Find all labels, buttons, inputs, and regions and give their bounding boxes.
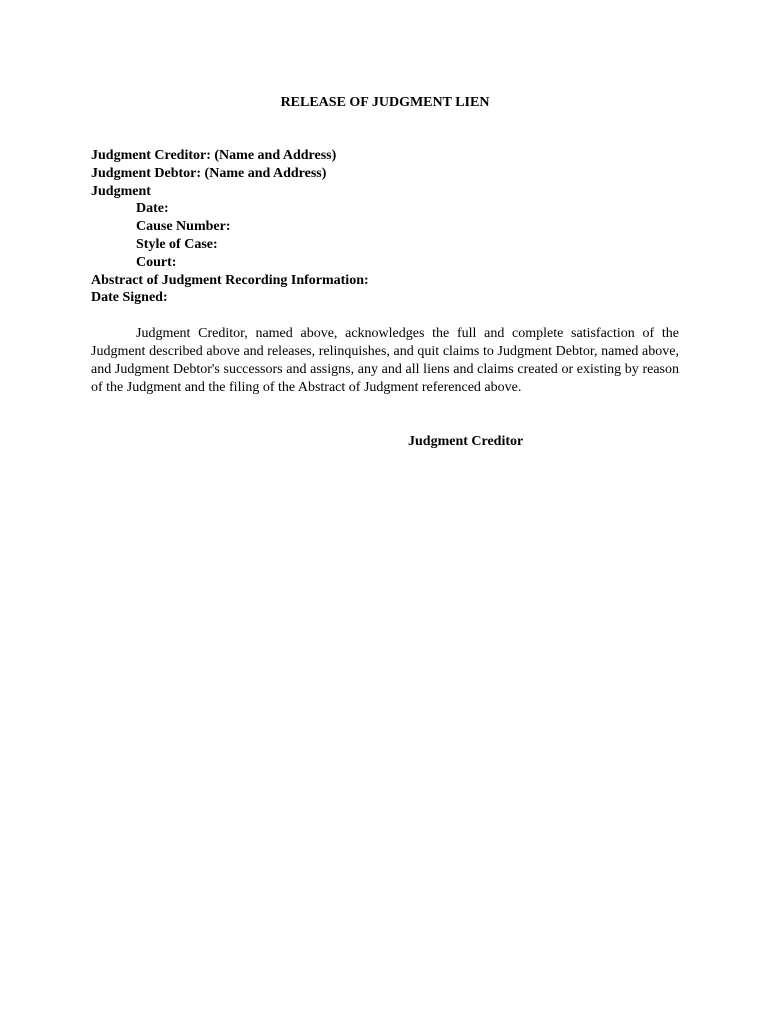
court-label: Court: — [136, 254, 177, 270]
date-signed-label: Date Signed: — [91, 290, 168, 306]
signature-label: Judgment Creditor — [408, 434, 524, 449]
judgment-debtor-label: Judgment Debtor: (Name and Address) — [91, 165, 327, 181]
judgment-heading: Judgment — [91, 183, 151, 199]
abstract-recording-label: Abstract of Judgment Recording Information: — [91, 272, 369, 288]
judgment-info-block — [91, 147, 691, 307]
style-of-case-label: Style of Case: — [136, 236, 218, 252]
release-paragraph: Judgment Creditor, named above, acknowledges the full and complete satisfaction of the Judgment described above and releases, relinquishes, and quit claims to Judgment Debtor, named above, and Judgment Debtor's successors and assigns, any and all liens and claims created or existing by reason of the Judgment and the filing of the Abstract of Judgment referenced above. — [91, 326, 679, 395]
document-title: RELEASE OF JUDGMENT LIEN — [280, 95, 490, 110]
judgment-date-label: Date: — [136, 201, 169, 217]
judgment-creditor-label: Judgment Creditor: (Name and Address) — [91, 148, 337, 163]
cause-number-label: Cause Number: — [136, 219, 231, 235]
